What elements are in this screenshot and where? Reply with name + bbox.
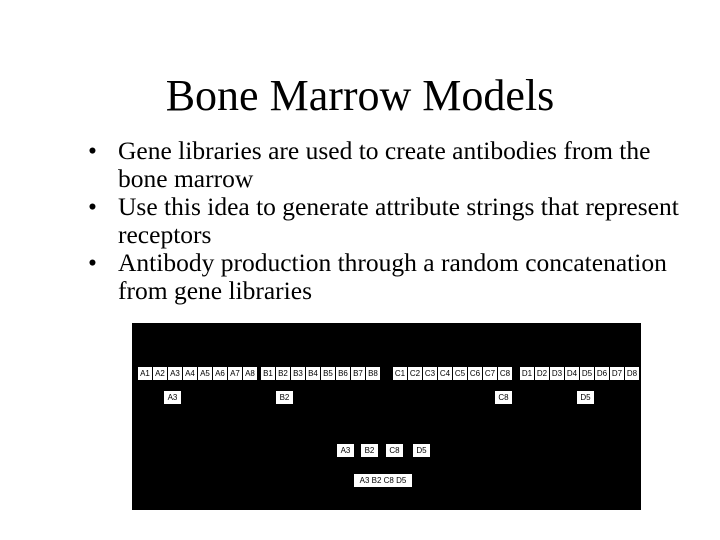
gene-library-diagram — [132, 323, 641, 510]
gene-segment-b1: B1 — [261, 367, 275, 380]
selected-gene-a3: A3 — [164, 391, 181, 404]
bullet-marker: • — [88, 192, 97, 221]
gene-segment-c6: C6 — [469, 369, 481, 378]
gene-segment-a4: A4 — [183, 367, 197, 380]
gene-segment-d7: D7 — [611, 369, 623, 378]
gene-segment-b5: B5 — [321, 367, 335, 380]
gene-segment-b8: B8 — [366, 367, 380, 380]
gene-segment-a1: A1 — [138, 367, 152, 380]
bullet-item — [88, 137, 688, 193]
bullet-list — [88, 137, 688, 305]
gene-segment-a2: A2 — [153, 367, 167, 380]
gene-segment-a5: A5 — [198, 367, 212, 380]
gene-segment-d4: D4 — [566, 369, 578, 378]
bullet-item — [88, 193, 688, 249]
gene-segment-a8: A8 — [243, 367, 257, 380]
gene-segment-b7: B7 — [351, 367, 365, 380]
gene-segment-c4: C4 — [439, 369, 451, 378]
bullet-marker: • — [88, 136, 97, 165]
bullet-item — [88, 249, 688, 305]
concatenated-gene-b2: B2 — [361, 444, 378, 457]
bullet-text: Antibody production through a random concatenation from gene libraries — [118, 248, 667, 305]
selected-gene-c8: C8 — [495, 391, 512, 404]
gene-segment-a7: A7 — [228, 367, 242, 380]
gene-segment-c7: C7 — [484, 369, 496, 378]
gene-segment-d8: D8 — [626, 369, 638, 378]
gene-segment-c8: C8 — [499, 369, 511, 378]
concatenated-gene-a3: A3 — [337, 444, 354, 457]
gene-segment-d2: D2 — [536, 369, 548, 378]
gene-segment-c5: C5 — [454, 369, 466, 378]
gene-segment-d1: D1 — [521, 369, 533, 378]
slide-title: Bone Marrow Models — [165, 71, 555, 120]
concatenated-gene-d5: D5 — [413, 444, 430, 457]
gene-segment-b4: B4 — [306, 367, 320, 380]
gene-segment-b3: B3 — [291, 367, 305, 380]
antibody-result: A3 B2 C8 D5 — [354, 474, 412, 487]
gene-segment-d3: D3 — [551, 369, 563, 378]
gene-segment-d5: D5 — [581, 369, 593, 378]
selected-gene-d5: D5 — [577, 391, 594, 404]
gene-segment-b6: B6 — [336, 367, 350, 380]
gene-segment-c3: C3 — [424, 369, 436, 378]
bullet-marker: • — [88, 248, 97, 277]
bullet-text: Use this idea to generate attribute strings that represent receptors — [118, 192, 679, 249]
gene-segment-a3: A3 — [168, 367, 182, 380]
gene-segment-c1: C1 — [394, 369, 406, 378]
selected-gene-b2: B2 — [276, 391, 293, 404]
gene-segment-a6: A6 — [213, 367, 227, 380]
gene-segment-b2: B2 — [276, 367, 290, 380]
bullet-text: Gene libraries are used to create antibodies from the bone marrow — [118, 136, 651, 193]
gene-segment-c2: C2 — [409, 369, 421, 378]
concatenated-gene-c8: C8 — [386, 444, 403, 457]
gene-segment-d6: D6 — [596, 369, 608, 378]
